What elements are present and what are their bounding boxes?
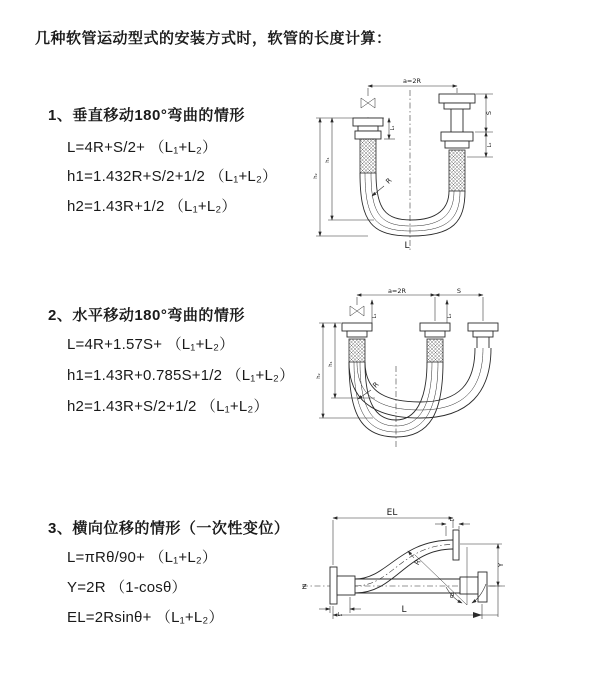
dim-label-r: R (413, 558, 423, 567)
dim-label-l1: L₁ (372, 313, 378, 319)
section-3-formula-EL: EL=2Rsinθ+ （L₁+L₂） (67, 609, 224, 626)
dim-label-r: R (384, 176, 394, 186)
dim-label-l2: L₂ (487, 142, 493, 148)
dim-label-el: EL (386, 508, 398, 518)
section-1-heading: 1、垂直移动180°弯曲的情形 (48, 107, 245, 124)
section-3-formula-Y: Y=2R （1-cosθ） (67, 579, 187, 596)
dim-label-s: S (485, 110, 493, 116)
section-2-heading: 2、水平移动180°弯曲的情形 (48, 307, 245, 324)
braided-hose-section (427, 339, 443, 362)
dim-label-a2r: a=2R (402, 77, 422, 85)
section-2-formula-L: L=4R+1.57S+ （L₁+L₂） (67, 336, 235, 353)
braided-hose-section (360, 139, 376, 173)
valve-bowtie-icon (361, 98, 375, 108)
centerline-mark: Ƶ (302, 583, 307, 591)
dim-label-h1: h₁ (325, 157, 331, 163)
diagram-lateral-displacement (300, 505, 600, 650)
section-1-formula-h1: h1=1.432R+S/2+1/2 （L₁+L₂） (67, 168, 278, 185)
section-2-formula-h1: h1=1.43R+0.785S+1/2 （L₁+L₂） (67, 367, 295, 384)
dim-label-h2: h₂ (313, 173, 319, 179)
valve-bowtie-icon (350, 306, 364, 316)
dim-label-h2: h₂ (316, 373, 322, 379)
braided-hose-section (449, 150, 465, 191)
dim-label-theta: θ (450, 592, 454, 600)
braided-hose-section (349, 339, 365, 362)
dim-label-r: R (371, 380, 381, 390)
dim-label-h1: h₁ (328, 361, 334, 367)
diagram-vertical-180-bend (310, 76, 580, 256)
page-title: 几种软管运动型式的安装方式时，软管的长度计算： (35, 30, 392, 47)
dim-label-l2: L₂ (449, 517, 455, 523)
section-1-formula-L: L=4R+S/2+ （L₁+L₂） (67, 139, 218, 156)
arrowhead (473, 612, 482, 618)
section-1-formula-h2: h2=1.43R+1/2 （L₁+L₂） (67, 198, 237, 215)
diagram-horizontal-180-bend (313, 286, 595, 454)
section-2-formula-h2: h2=1.43R+S/2+1/2 （L₁+L₂） (67, 398, 269, 415)
dim-label-a2r: a=2R (387, 287, 407, 295)
dim-label-y: Y (497, 562, 505, 568)
section-3-formula-L: L=πRθ/90+ （L₁+L₂） (67, 549, 218, 566)
dim-label-l2: L₂ (447, 313, 453, 319)
dim-label-l: L (401, 605, 407, 615)
section-3-heading: 3、横向位移的情形（一次性变位） (48, 520, 290, 537)
dim-label-l: L (404, 241, 410, 251)
dim-label-l1: L₁ (337, 612, 343, 618)
dim-label-s: S (456, 287, 462, 295)
dim-label-l1: L₁ (390, 125, 396, 131)
